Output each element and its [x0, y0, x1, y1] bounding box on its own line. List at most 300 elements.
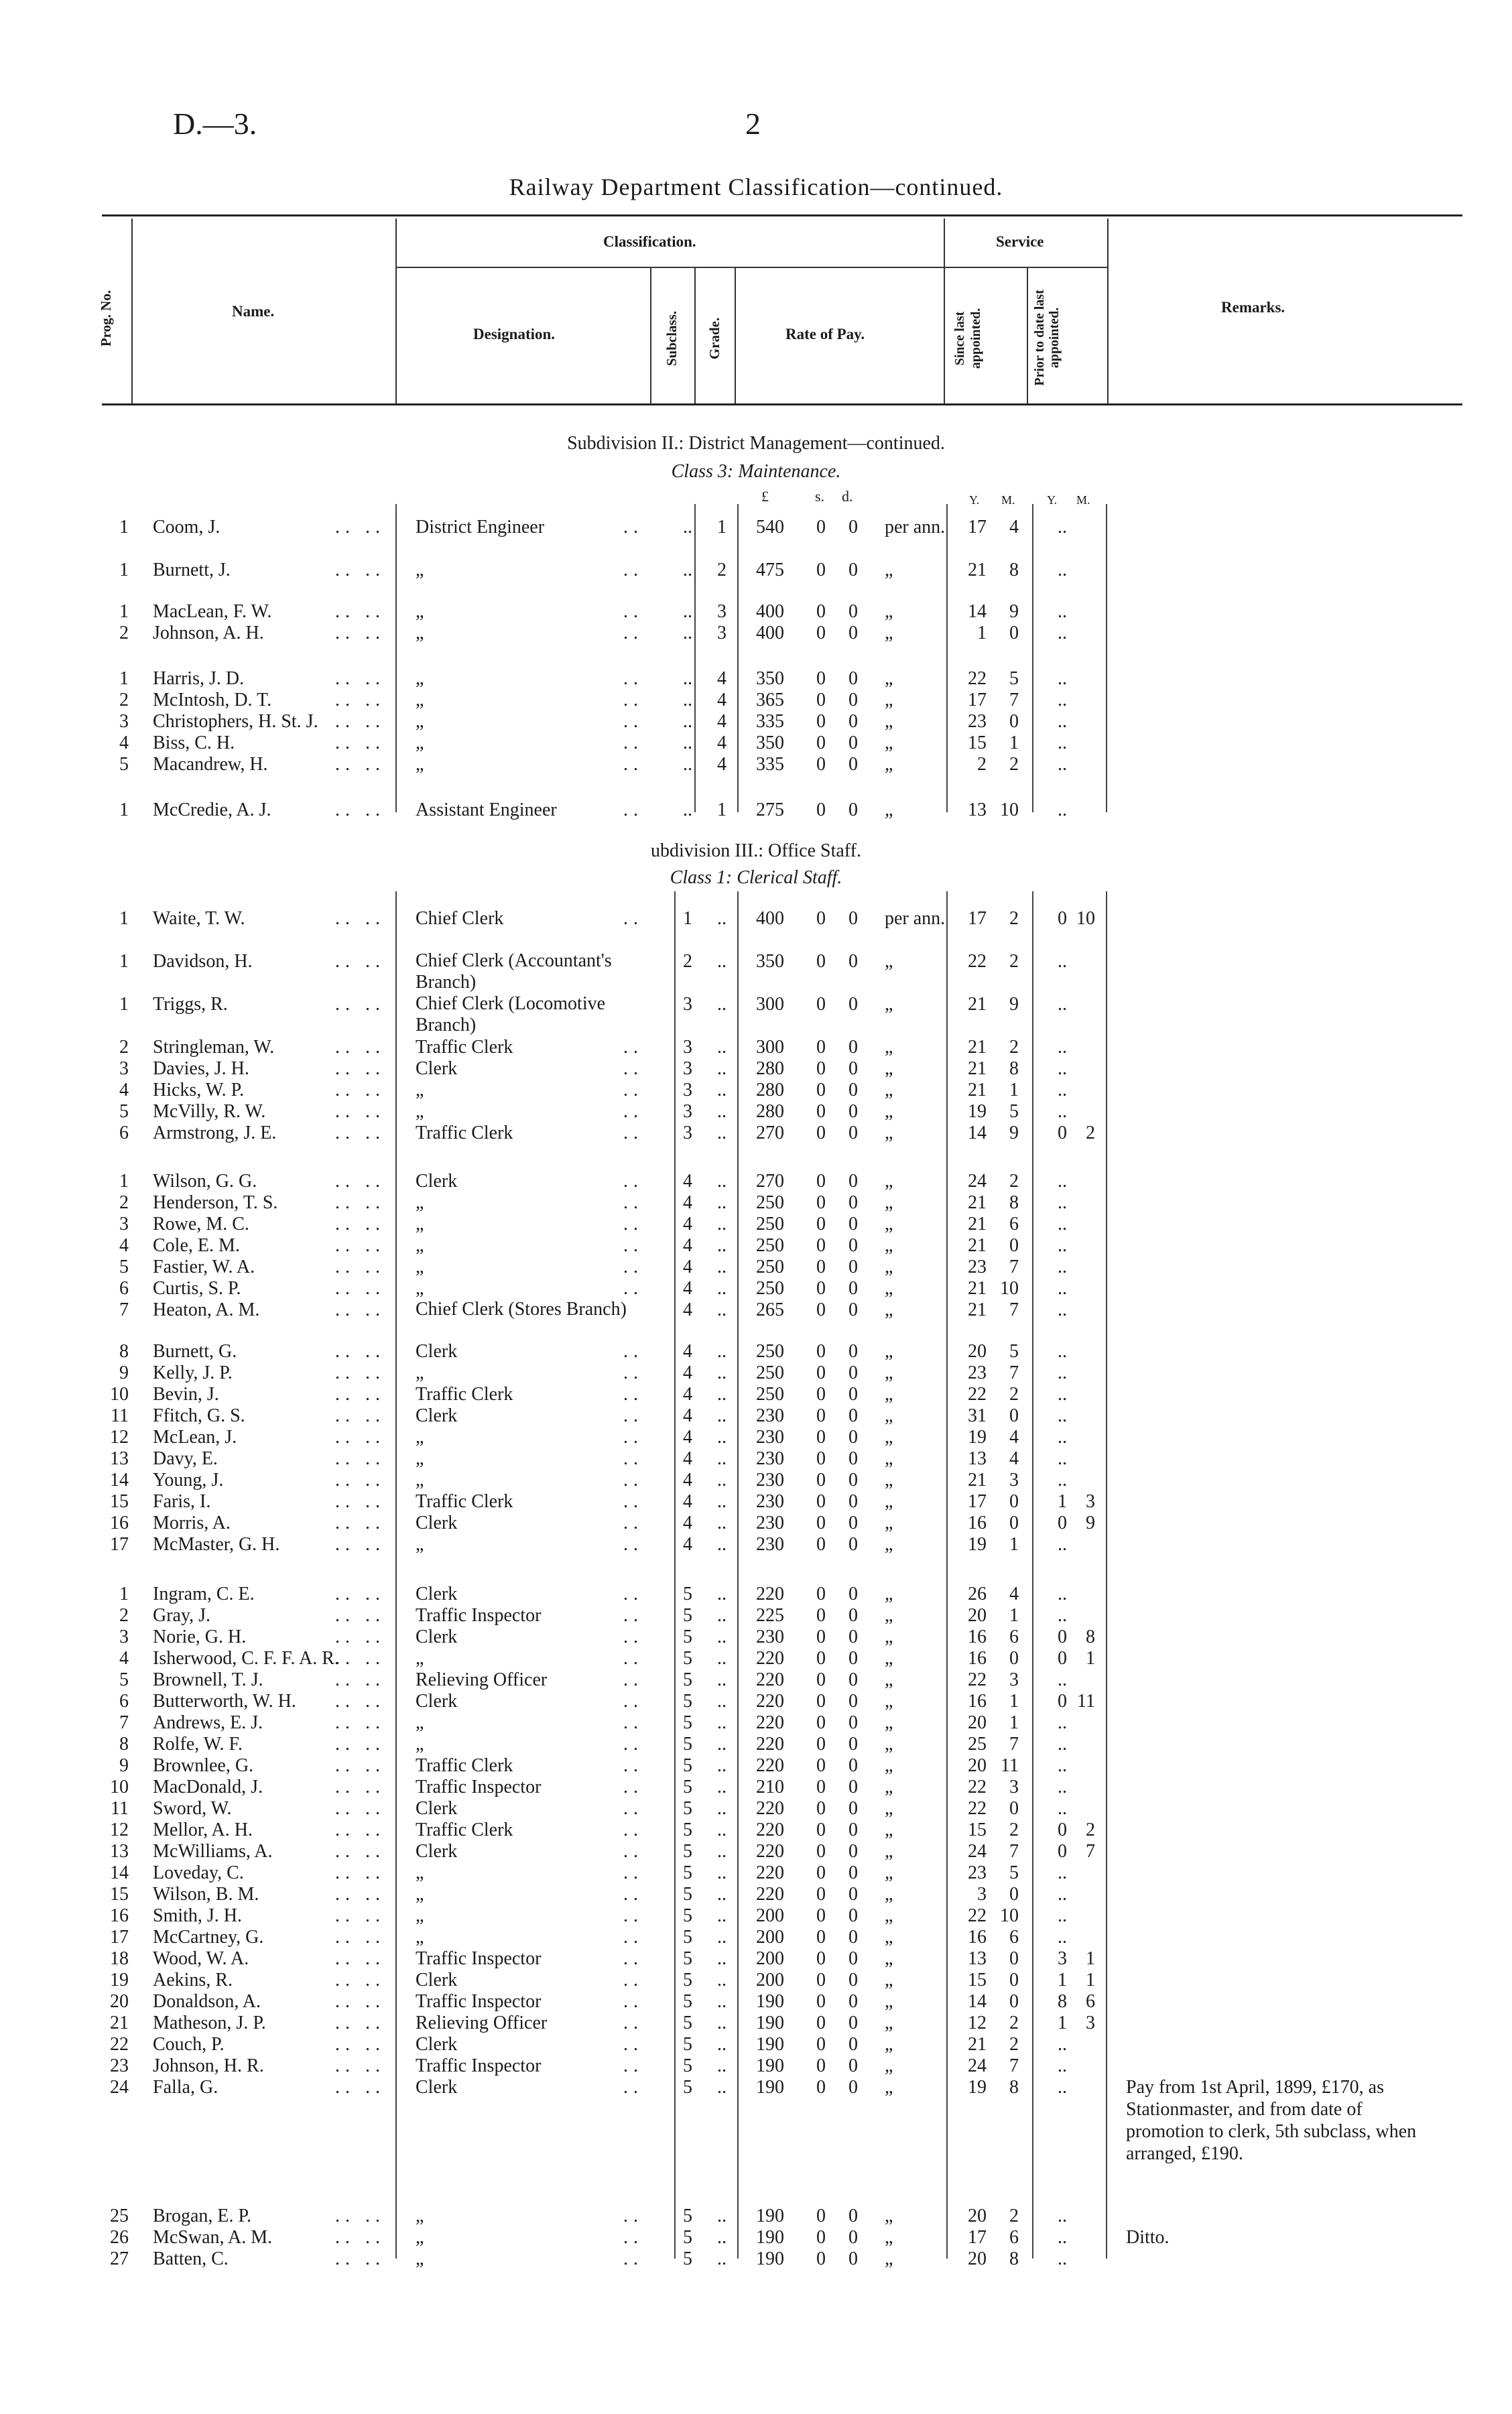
row-pay-period: „ — [885, 1712, 893, 1733]
row-name: McCredie, A. J. — [153, 800, 271, 820]
row-pay-shillings: 0 — [816, 1037, 826, 1058]
table-row — [0, 1100, 1512, 1123]
row-prior-years: 0 — [1058, 1627, 1067, 1647]
table-row — [0, 1969, 1512, 1992]
row-since-years: 21 — [968, 1470, 987, 1490]
row-grade: .. — [717, 994, 727, 1015]
row-prior-months: 11 — [1077, 1691, 1095, 1712]
row-prior-years: .. — [1058, 951, 1067, 972]
leader-dots: .. — [623, 690, 643, 710]
section-heading: Subdivision II.: District Management—continued. — [567, 433, 945, 454]
row-prior-years: .. — [1058, 1171, 1067, 1192]
row-since-months: 0 — [1009, 1648, 1019, 1669]
row-name: McWilliams, A. — [153, 1841, 273, 1862]
row-grade: .. — [717, 1513, 727, 1533]
row-prog-number: 12 — [110, 1820, 129, 1840]
row-subclass: 3 — [683, 1037, 692, 1058]
row-pay-period: „ — [885, 1278, 893, 1299]
row-subclass: 4 — [683, 1235, 692, 1256]
row-designation: „ — [416, 1927, 424, 1948]
row-prog-number: 3 — [119, 711, 129, 732]
row-since-months: 1 — [1009, 1080, 1019, 1100]
row-pay-shillings: 0 — [816, 1820, 826, 1840]
row-pay-pounds: 190 — [756, 2248, 784, 2269]
leader-dots: .. — [623, 1384, 643, 1405]
row-prog-number: 1 — [119, 951, 129, 972]
unit-pence: d. — [842, 488, 853, 505]
leader-dots: .. — [623, 1970, 643, 1990]
col-divider — [735, 268, 736, 403]
leader-dots: .. .. — [335, 1777, 385, 1797]
row-pay-shillings: 0 — [816, 623, 826, 643]
col-divider — [1107, 218, 1109, 403]
row-pay-pounds: 230 — [756, 1470, 784, 1490]
leader-dots: .. — [623, 1712, 643, 1733]
section-heading: ubdivision III.: Office Staff. — [651, 840, 861, 861]
row-pay-shillings: 0 — [816, 1123, 826, 1143]
row-prog-number: 23 — [110, 2055, 129, 2076]
row-name: Wilson, G. G. — [153, 1171, 257, 1192]
row-grade: .. — [717, 1927, 727, 1948]
row-pay-shillings: 0 — [816, 2034, 826, 2055]
table-row — [0, 732, 1512, 755]
row-since-years: 20 — [968, 2248, 987, 2269]
row-since-years: 22 — [968, 1384, 987, 1405]
row-subclass: .. — [683, 800, 692, 820]
row-pay-shillings: 0 — [816, 1627, 826, 1647]
leader-dots: .. — [623, 1470, 643, 1490]
table-row — [0, 1883, 1512, 1906]
row-grade: .. — [717, 951, 727, 972]
leader-dots: .. .. — [335, 1605, 385, 1626]
row-designation: Clerk — [416, 1691, 458, 1712]
leader-dots: .. — [623, 754, 643, 775]
row-pay-pence: 0 — [848, 1362, 858, 1383]
row-pay-shillings: 0 — [816, 1584, 826, 1604]
table-row — [0, 2226, 1512, 2249]
leader-dots: .. .. — [335, 1712, 385, 1733]
row-pay-pounds: 190 — [756, 2034, 784, 2055]
row-prog-number: 6 — [119, 1691, 129, 1712]
row-pay-shillings: 0 — [816, 1058, 826, 1079]
leader-dots: .. .. — [335, 1841, 385, 1862]
row-since-months: 9 — [1009, 601, 1019, 622]
row-prog-number: 1 — [119, 601, 129, 622]
row-pay-pounds: 270 — [756, 1123, 784, 1143]
row-grade: .. — [717, 908, 727, 929]
row-prog-number: 13 — [110, 1448, 129, 1469]
row-name: MacLean, F. W. — [153, 601, 272, 622]
row-designation: „ — [416, 1712, 424, 1733]
leader-dots: .. .. — [335, 1080, 385, 1100]
row-since-years: 21 — [968, 1235, 987, 1256]
table-row — [0, 1647, 1512, 1670]
row-pay-shillings: 0 — [816, 1777, 826, 1797]
row-prior-years: 0 — [1058, 1123, 1067, 1143]
row-pay-shillings: 0 — [816, 733, 826, 753]
unit-months-prior: M. — [1076, 493, 1090, 507]
row-subclass: 5 — [683, 1627, 692, 1647]
table-row — [0, 1122, 1512, 1145]
leader-dots: .. .. — [335, 800, 385, 820]
row-pay-pounds: 220 — [756, 1691, 784, 1712]
row-pay-pounds: 210 — [756, 1777, 784, 1797]
row-designation: Clerk — [416, 1970, 458, 1990]
table-row — [0, 1669, 1512, 1692]
leader-dots: .. .. — [335, 690, 385, 710]
row-pay-shillings: 0 — [816, 1948, 826, 1969]
leader-dots: .. — [623, 1235, 643, 1256]
leader-dots: .. .. — [335, 1427, 385, 1448]
row-pay-shillings: 0 — [816, 668, 826, 689]
leader-dots: .. .. — [335, 1405, 385, 1426]
row-pay-pounds: 400 — [756, 908, 784, 929]
row-pay-pence: 0 — [848, 623, 858, 643]
row-name: Smith, J. H. — [153, 1905, 243, 1926]
row-grade: .. — [717, 1820, 727, 1840]
row-grade: .. — [717, 1470, 727, 1490]
table-row — [0, 1362, 1512, 1385]
leader-dots: .. .. — [335, 1627, 385, 1647]
table-row — [0, 1490, 1512, 1513]
row-pay-shillings: 0 — [816, 800, 826, 820]
row-prog-number: 15 — [110, 1884, 129, 1905]
unit-months: M. — [1001, 493, 1015, 507]
row-name: McSwan, A. M. — [153, 2227, 273, 2248]
row-pay-shillings: 0 — [816, 1734, 826, 1755]
leader-dots: .. .. — [335, 1820, 385, 1840]
row-prog-number: 1 — [119, 800, 129, 820]
row-pay-pounds: 365 — [756, 690, 784, 710]
table-row — [0, 1533, 1512, 1556]
table-row — [0, 689, 1512, 712]
row-pay-shillings: 0 — [816, 1491, 826, 1512]
table-row — [0, 799, 1512, 822]
row-designation: „ — [416, 711, 424, 732]
row-subclass: 5 — [683, 1862, 692, 1883]
row-pay-period: „ — [885, 1123, 893, 1143]
row-pay-period: „ — [885, 1448, 893, 1469]
row-pay-period: „ — [885, 2206, 893, 2226]
row-pay-period: „ — [885, 1862, 893, 1883]
row-designation: Traffic Clerk — [416, 1491, 513, 1512]
leader-dots: .. .. — [335, 560, 385, 580]
row-prog-number: 2 — [119, 1192, 129, 1213]
row-subclass: .. — [683, 754, 692, 775]
row-designation: „ — [416, 1257, 424, 1277]
row-designation: Clerk — [416, 1627, 458, 1647]
row-since-months: 8 — [1009, 2077, 1019, 2098]
row-prog-number: 18 — [110, 1948, 129, 1969]
row-name: Davies, J. H. — [153, 1058, 249, 1079]
row-pay-pence: 0 — [848, 1820, 858, 1840]
row-prior-years: 0 — [1058, 1513, 1067, 1533]
col-divider — [131, 218, 133, 403]
row-prior-years: 1 — [1058, 1970, 1067, 1990]
row-pay-pence: 0 — [848, 1991, 858, 2012]
row-name: Morris, A. — [153, 1513, 231, 1533]
row-name: McVilly, R. W. — [153, 1101, 266, 1122]
row-prior-months: 2 — [1086, 1123, 1095, 1143]
row-pay-period: „ — [885, 2227, 893, 2248]
row-since-years: 20 — [968, 1755, 987, 1776]
row-since-years: 12 — [968, 2013, 987, 2033]
row-prior-years: .. — [1058, 1755, 1067, 1776]
row-designation: Traffic Clerk — [416, 1820, 513, 1840]
row-pay-pounds: 200 — [756, 1905, 784, 1926]
row-designation: „ — [416, 1427, 424, 1448]
leader-dots: .. .. — [335, 2013, 385, 2033]
table-row — [0, 1797, 1512, 1820]
row-name: Falla, G. — [153, 2077, 218, 2098]
col-divider — [694, 268, 696, 403]
row-pay-shillings: 0 — [816, 1080, 826, 1100]
leader-dots: .. .. — [335, 623, 385, 643]
row-since-months: 0 — [1009, 711, 1019, 732]
row-since-years: 20 — [968, 1341, 987, 1362]
row-pay-pence: 0 — [848, 2013, 858, 2033]
row-prior-years: .. — [1058, 1037, 1067, 1058]
row-prog-number: 2 — [119, 1037, 129, 1058]
row-subclass: 1 — [683, 908, 692, 929]
row-pay-period: „ — [885, 1534, 893, 1555]
row-pay-pounds: 220 — [756, 1669, 784, 1690]
row-prior-years: .. — [1058, 2248, 1067, 2269]
row-pay-pence: 0 — [848, 1427, 858, 1448]
leader-dots: .. .. — [335, 1970, 385, 1990]
row-since-months: 8 — [1009, 2248, 1019, 2269]
row-pay-pence: 0 — [848, 1405, 858, 1426]
row-pay-pounds: 190 — [756, 2206, 784, 2226]
table-row — [0, 1712, 1512, 1734]
leader-dots: .. — [623, 1513, 643, 1533]
row-prior-years: .. — [1058, 2034, 1067, 2055]
row-pay-pounds: 250 — [756, 1384, 784, 1405]
row-designation: „ — [416, 623, 424, 643]
leader-dots: .. — [623, 1405, 643, 1426]
row-grade: .. — [717, 1257, 727, 1277]
row-since-months: 0 — [1009, 1235, 1019, 1256]
row-prior-years: .. — [1058, 1384, 1067, 1405]
table-row — [0, 1583, 1512, 1606]
row-grade: .. — [717, 1362, 727, 1383]
row-prior-years: .. — [1058, 517, 1067, 537]
row-prog-number: 1 — [119, 560, 129, 580]
row-pay-shillings: 0 — [816, 1712, 826, 1733]
row-pay-pence: 0 — [848, 1214, 858, 1234]
row-pay-pence: 0 — [848, 1513, 858, 1533]
row-prior-years: .. — [1058, 1470, 1067, 1490]
row-name: Stringleman, W. — [153, 1037, 275, 1058]
leader-dots: .. — [623, 1948, 643, 1969]
leader-dots: .. — [623, 1605, 643, 1626]
row-prog-number: 5 — [119, 1669, 129, 1690]
row-name: Loveday, C. — [153, 1862, 244, 1883]
row-grade: 3 — [717, 601, 727, 622]
row-pay-period: „ — [885, 733, 893, 753]
leader-dots: .. .. — [335, 668, 385, 689]
table-row — [0, 1058, 1512, 1080]
row-since-years: 22 — [968, 668, 987, 689]
row-pay-shillings: 0 — [816, 1341, 826, 1362]
row-prior-years: .. — [1058, 2055, 1067, 2076]
row-since-months: 8 — [1009, 1192, 1019, 1213]
row-prior-years: .. — [1058, 1257, 1067, 1277]
row-name: Bevin, J. — [153, 1384, 219, 1405]
row-pay-period: „ — [885, 2013, 893, 2033]
leader-dots: .. .. — [335, 1905, 385, 1926]
row-designation: „ — [416, 1362, 424, 1383]
row-pay-shillings: 0 — [816, 1235, 826, 1256]
row-pay-pence: 0 — [848, 1080, 858, 1100]
row-pay-pounds: 280 — [756, 1080, 784, 1100]
row-since-months: 10 — [1000, 800, 1019, 820]
row-since-months: 7 — [1009, 1841, 1019, 1862]
row-prog-number: 11 — [111, 1798, 129, 1819]
row-pay-pounds: 475 — [756, 560, 784, 580]
row-prog-number: 14 — [110, 1862, 129, 1883]
row-subclass: 4 — [683, 1405, 692, 1426]
row-since-months: 1 — [1009, 1712, 1019, 1733]
leader-dots: .. .. — [335, 2034, 385, 2055]
leader-dots: .. .. — [335, 754, 385, 775]
row-pay-shillings: 0 — [816, 1970, 826, 1990]
row-subclass: 5 — [683, 1884, 692, 1905]
row-since-years: 16 — [968, 1927, 987, 1948]
table-row — [0, 1755, 1512, 1777]
row-remarks: Ditto. — [1126, 2227, 1170, 2248]
row-since-months: 5 — [1009, 668, 1019, 689]
row-designation: Relieving Officer — [416, 2013, 548, 2033]
row-pay-period: „ — [885, 1235, 893, 1256]
leader-dots: .. — [623, 711, 643, 732]
row-prog-number: 17 — [110, 1534, 129, 1555]
row-prior-years: .. — [1058, 711, 1067, 732]
row-pay-shillings: 0 — [816, 1884, 826, 1905]
row-prior-years: .. — [1058, 1669, 1067, 1690]
row-subclass: 3 — [683, 1123, 692, 1143]
row-pay-period: „ — [885, 1927, 893, 1948]
row-grade: 1 — [717, 800, 727, 820]
row-remarks: Pay from 1st April, 1899, £170, as Stationmaster, and from date of promotion to clerk, 5th subclass, when arranged, £190. — [1126, 2077, 1417, 2164]
row-pay-period: „ — [885, 1080, 893, 1100]
row-grade: .. — [717, 1037, 727, 1058]
row-prior-years: 0 — [1058, 1841, 1067, 1862]
row-designation: „ — [416, 2206, 424, 2226]
row-subclass: 4 — [683, 1534, 692, 1555]
row-pay-pounds: 230 — [756, 1627, 784, 1647]
leader-dots: .. .. — [335, 1101, 385, 1122]
row-name: McIntosh, D. T. — [153, 690, 272, 710]
row-grade: .. — [717, 1605, 727, 1626]
row-pay-pence: 0 — [848, 733, 858, 753]
row-grade: 1 — [717, 517, 727, 537]
row-designation: „ — [416, 1862, 424, 1883]
row-name: Davy, E. — [153, 1448, 218, 1469]
row-pay-pence: 0 — [848, 601, 858, 622]
row-subclass: 5 — [683, 1798, 692, 1819]
row-grade: .. — [717, 1123, 727, 1143]
row-prog-number: 10 — [110, 1777, 129, 1797]
row-pay-pence: 0 — [848, 1884, 858, 1905]
header-bottom-rule — [102, 403, 1462, 405]
row-since-years: 21 — [968, 560, 987, 580]
row-pay-period: „ — [885, 1384, 893, 1405]
leader-dots: .. .. — [335, 908, 385, 929]
row-designation: Traffic Inspector — [416, 1605, 542, 1626]
table-row — [0, 1469, 1512, 1492]
row-pay-pence: 0 — [848, 560, 858, 580]
row-prior-years: .. — [1058, 1927, 1067, 1948]
row-pay-shillings: 0 — [816, 2077, 826, 2098]
row-subclass: 5 — [683, 2206, 692, 2226]
row-since-years: 31 — [968, 1405, 987, 1426]
row-designation: Clerk — [416, 1798, 458, 1819]
row-pay-pounds: 220 — [756, 1884, 784, 1905]
row-subclass: .. — [683, 668, 692, 689]
row-designation: Clerk — [416, 1841, 458, 1862]
leader-dots: .. — [623, 2055, 643, 2076]
row-pay-shillings: 0 — [816, 1448, 826, 1469]
leader-dots: .. .. — [335, 1691, 385, 1712]
leader-dots: .. — [623, 1991, 643, 2012]
row-prior-years: .. — [1058, 1605, 1067, 1626]
row-pay-shillings: 0 — [816, 2206, 826, 2226]
row-pay-period: „ — [885, 668, 893, 689]
row-pay-shillings: 0 — [816, 1927, 826, 1948]
row-pay-shillings: 0 — [816, 1101, 826, 1122]
row-prior-years: .. — [1058, 1712, 1067, 1733]
table-row — [0, 753, 1512, 776]
row-prog-number: 8 — [119, 1734, 129, 1755]
row-pay-pounds: 220 — [756, 1755, 784, 1776]
row-name: Cole, E. M. — [153, 1235, 240, 1256]
row-prior-years: .. — [1058, 1362, 1067, 1383]
row-pay-pounds: 300 — [756, 1037, 784, 1058]
row-prior-years: .. — [1058, 560, 1067, 580]
row-pay-pounds: 190 — [756, 1991, 784, 2012]
row-grade: .. — [717, 1341, 727, 1362]
table-row — [0, 1626, 1512, 1649]
page-number: 2 — [745, 107, 761, 141]
leader-dots: .. — [623, 1101, 643, 1122]
table-row — [0, 2076, 1512, 2164]
table-row — [0, 1948, 1512, 1970]
leader-dots: .. .. — [335, 517, 385, 537]
row-since-years: 24 — [968, 1171, 987, 1192]
row-name: Young, J. — [153, 1470, 224, 1490]
row-prior-months: 1 — [1086, 1970, 1095, 1990]
row-designation: Assistant Engineer — [416, 800, 557, 820]
row-subclass: 4 — [683, 1470, 692, 1490]
row-pay-period: „ — [885, 1101, 893, 1122]
row-pay-period: „ — [885, 1584, 893, 1604]
row-pay-period: „ — [885, 1970, 893, 1990]
row-pay-pounds: 335 — [756, 711, 784, 732]
row-pay-pounds: 350 — [756, 951, 784, 972]
row-pay-pounds: 275 — [756, 800, 784, 820]
row-prior-months: 6 — [1086, 1991, 1095, 2012]
row-pay-pence: 0 — [848, 1927, 858, 1948]
row-since-years: 21 — [968, 1037, 987, 1058]
row-pay-period: „ — [885, 1341, 893, 1362]
row-prog-number: 4 — [119, 1080, 129, 1100]
row-pay-pence: 0 — [848, 1171, 858, 1192]
row-pay-shillings: 0 — [816, 1798, 826, 1819]
row-subclass: 5 — [683, 1820, 692, 1840]
row-pay-pence: 0 — [848, 1058, 858, 1079]
row-name: Sword, W. — [153, 1798, 232, 1819]
